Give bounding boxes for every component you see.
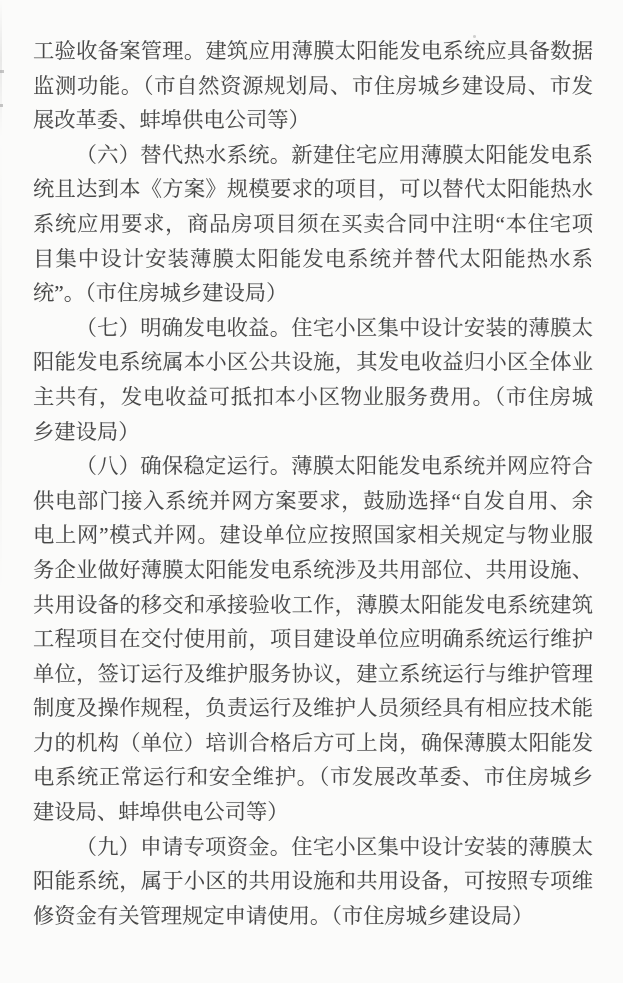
scan-speck xyxy=(0,70,4,73)
paragraph-item-8-ensure-stable-operation: （八）确保稳定运行。薄膜太阳能发电系统并网应符合供电部门接入系统并网方案要求，鼓励选择“自发自用、余电上网”模式并网。建设单位应按照国家相关规定与物业服务企业做好薄膜太阳能发电系统涉及共用部位、共用设施、共用设备的移交和承接验收工作，薄膜太阳能发电系统建筑工程项目在交付使用前，项目建设单位应明确系统运行维护单位，签订运行及维护服务协议，建立系统运行与维护管理制度及操作规程，负责运行及维护人员须经具有相应技术能力的机构（单位）培训合格后方可上岗，确保薄膜太阳能发电系统正常运行和安全维护。（市发展改革委、市住房城乡建设局、蚌埠供电公司等） xyxy=(33,454,593,825)
paragraph-item-6-replace-hot-water-system: （六）替代热水系统。新建住宅应用薄膜太阳能发电系统且达到本《方案》规模要求的项目，可以替代太阳能热水系统应用要求，商品房项目须在买卖合同中注明“本住宅项目集中设计安装薄膜太阳能发电系统并替代太阳能热水系统”。（市住房城乡建设局） xyxy=(33,142,593,306)
paragraph-continuation: 工验收备案管理。建筑应用薄膜太阳能发电系统应具备数据监测功能。（市自然资源规划局、市住房城乡建设局、市发展改革委、蚌埠供电公司等） xyxy=(33,39,593,133)
scan-speck xyxy=(0,104,3,107)
paragraph-item-9-apply-special-funds: （九）申请专项资金。住宅小区集中设计安装的薄膜太阳能系统，属于小区的共用设施和共用设备，可按照专项维修资金有关管理规定申请使用。（市住房城乡建设局） xyxy=(33,834,593,928)
document-body xyxy=(33,34,593,933)
scan-speck xyxy=(473,35,476,38)
scan-edge-shade xyxy=(0,0,2,983)
paragraph-item-7-clarify-generation-revenue: （七）明确发电收益。住宅小区集中设计安装的薄膜太阳能发电系统属本小区公共设施，其发电收益归小区全体业主共有，发电收益可抵扣本小区物业服务费用。（市住房城乡建设局） xyxy=(33,315,593,444)
